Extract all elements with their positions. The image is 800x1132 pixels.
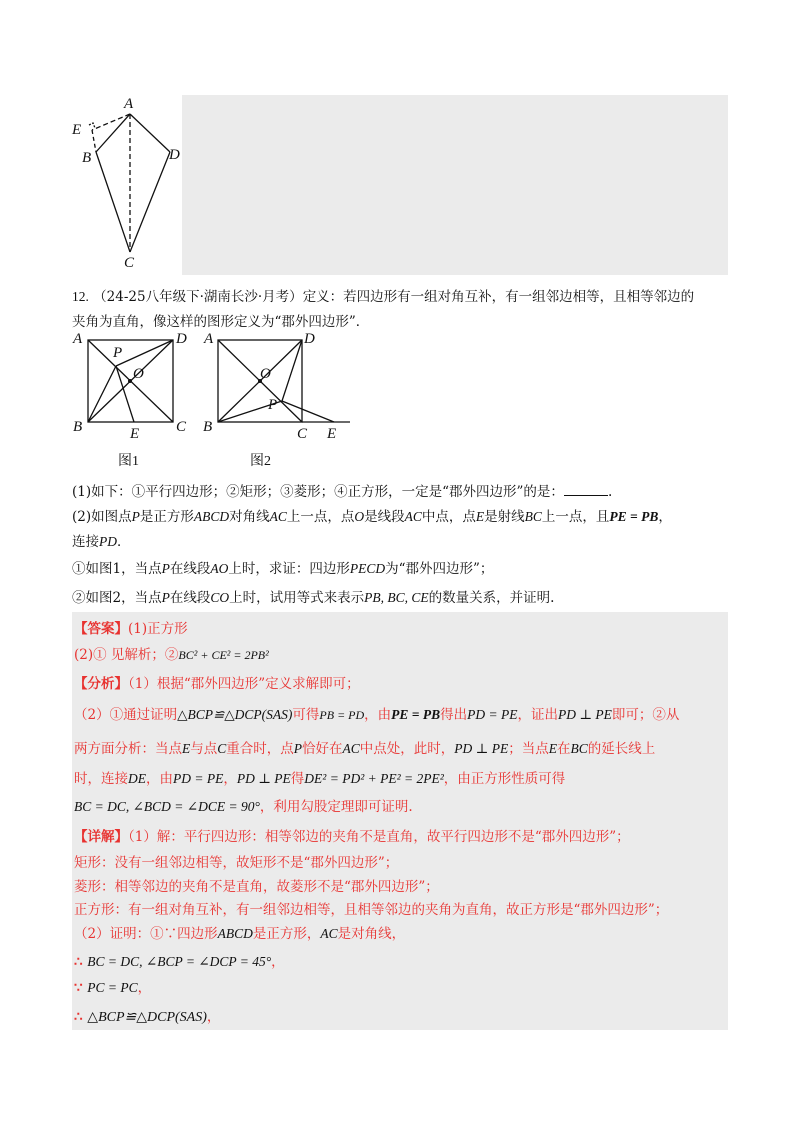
analysis-l2c: 可得 bbox=[292, 707, 320, 723]
fig1-label-C: C bbox=[176, 419, 187, 435]
analysis-l3e: 重合时，点 bbox=[226, 741, 294, 757]
part2-BC: BC bbox=[524, 509, 542, 524]
fig2-label-A: A bbox=[204, 331, 214, 347]
detail-l1: （1）解：平行四边形：相等邻边的夹角不是直角，故平行四边形不是“郡外四边形”； bbox=[128, 829, 630, 845]
part2-text-e: 是线段 bbox=[364, 509, 405, 525]
detail-l7c: ， bbox=[137, 980, 152, 996]
detail-line3 bbox=[74, 875, 439, 895]
detail-line7 bbox=[74, 976, 151, 996]
top-label-E: E bbox=[72, 122, 82, 138]
analysis-tag: 【分析】 bbox=[74, 676, 128, 692]
part2-text-h: 上一点，且 bbox=[541, 509, 610, 525]
sub2-P: P bbox=[161, 590, 170, 605]
analysis-l4f: PD ⊥ PE bbox=[236, 771, 291, 786]
part2-PD: PD bbox=[99, 534, 117, 549]
sub1-P: P bbox=[161, 561, 170, 576]
sub2-CO: CO bbox=[210, 590, 230, 605]
top-label-C: C bbox=[124, 255, 135, 271]
analysis-l5b: ，利用勾股定理即可证明. bbox=[259, 799, 413, 815]
detail-l4: 正方形：有一组对角互补，有一组邻边相等，且相等邻边的夹角为直角，故正方形是“郡外四边形”； bbox=[74, 902, 669, 918]
analysis-l2d: PB = PD bbox=[319, 708, 365, 722]
analysis-l4h: DE² = PD² + PE² = 2PE² bbox=[304, 771, 444, 786]
analysis-l3i: 中点处，此时， bbox=[359, 741, 455, 757]
answer-line2 bbox=[74, 643, 269, 663]
analysis-l2j: PD ⊥ PE bbox=[557, 707, 612, 722]
figure-2 bbox=[200, 332, 370, 452]
top-label-D: D bbox=[169, 147, 180, 163]
sub2-text-a: ②如图2，当点 bbox=[72, 590, 162, 606]
sub2-vars: PB, BC, CE bbox=[364, 590, 429, 605]
analysis-l3g: 恰好在 bbox=[302, 741, 343, 757]
part2-text-a: (2)如图点 bbox=[72, 509, 132, 525]
detail-line6 bbox=[74, 950, 285, 970]
analysis-line5 bbox=[74, 795, 413, 815]
q12-line1 bbox=[72, 285, 694, 305]
detail-l5c: 是正方形， bbox=[252, 926, 321, 942]
answer-line1 bbox=[74, 617, 188, 637]
analysis-l3h: AC bbox=[342, 741, 360, 756]
detail-l7a: ∵ bbox=[74, 980, 88, 996]
part2-E: E bbox=[475, 509, 485, 524]
sub1-text-d: 为“郡外四边形”； bbox=[385, 561, 494, 577]
analysis-l2h: PD = PE bbox=[467, 707, 518, 722]
part2-text-b: 是正方形 bbox=[139, 509, 194, 525]
detail-l8b: △BCP≌△DCP(SAS) bbox=[87, 1010, 207, 1025]
part2-P: P bbox=[131, 509, 140, 524]
detail-l7b: PC = PC bbox=[87, 980, 138, 995]
analysis-l4e: ， bbox=[223, 771, 237, 787]
sub1-text-a: ①如图1，当点 bbox=[72, 561, 162, 577]
part2-line1 bbox=[72, 505, 672, 525]
analysis-l3c: 与点 bbox=[190, 741, 218, 757]
part2-connect-text: 连接 bbox=[72, 534, 99, 550]
fig1-label-A: A bbox=[73, 331, 83, 347]
analysis-l4d: PD = PE bbox=[173, 771, 224, 786]
fig2-label-C: C bbox=[297, 426, 308, 442]
part2-line2 bbox=[72, 530, 131, 550]
part1-line bbox=[72, 480, 612, 500]
detail-l8a: ∴ bbox=[74, 1009, 88, 1025]
sub1-line bbox=[72, 557, 493, 577]
analysis-l3j: PD ⊥ PE bbox=[454, 741, 509, 756]
analysis-l3m: 在 bbox=[556, 741, 571, 757]
detail-l5d: AC bbox=[320, 926, 338, 941]
analysis-l3d: C bbox=[217, 741, 227, 756]
answer-part2-formula: BC² + CE² = 2PB² bbox=[178, 648, 269, 662]
detail-line8 bbox=[74, 1005, 220, 1026]
detail-l5b: ABCD bbox=[217, 926, 253, 941]
analysis-l2b: △BCP≌△DCP(SAS) bbox=[177, 707, 293, 722]
detail-l8c: ， bbox=[206, 1009, 221, 1025]
analysis-line3 bbox=[74, 737, 655, 757]
part1-text: (1)如下：①平行四边形；②矩形；③菱形；④正方形，一定是“郡外四边形”的是： bbox=[72, 484, 564, 500]
sub1-text-b: 在线段 bbox=[169, 561, 211, 577]
analysis-l3l: E bbox=[548, 741, 557, 756]
part2-text-i: ， bbox=[658, 509, 672, 525]
analysis-l3f: P bbox=[293, 741, 303, 756]
part2-period: ． bbox=[117, 534, 131, 550]
fig2-label-D: D bbox=[304, 331, 315, 347]
analysis-l4i: ，由正方形性质可得 bbox=[443, 771, 566, 787]
detail-tag: 【详解】 bbox=[74, 829, 128, 845]
analysis-l3k: ；当点 bbox=[508, 741, 549, 757]
part2-condition: PE = PB bbox=[609, 509, 659, 524]
detail-l6a: ∴ bbox=[74, 954, 88, 970]
fig1-label-O: O bbox=[133, 366, 144, 382]
part2-text-f: 中点，点 bbox=[421, 509, 476, 525]
detail-line5 bbox=[74, 922, 405, 942]
analysis-line2 bbox=[74, 703, 679, 723]
part2-O: O bbox=[354, 509, 365, 524]
fig1-label-P: P bbox=[113, 345, 123, 361]
detail-l6b: BC = DC, ∠BCP = ∠DCP = 45° bbox=[87, 954, 272, 969]
detail-l5a: （2）证明：①∵四边形 bbox=[74, 926, 218, 942]
answer-gray-panel-top bbox=[182, 95, 728, 275]
part2-ABCD: ABCD bbox=[193, 509, 230, 524]
answer-part2-text: (2)① 见解析；② bbox=[74, 647, 179, 663]
fig1-label-D: D bbox=[176, 331, 187, 347]
q12-source: （24-25八年级下·湖南长沙·月考） bbox=[93, 289, 303, 305]
sub2-text-d: 的数量关系，并证明. bbox=[428, 590, 555, 606]
part2-text-g: 是射线 bbox=[484, 509, 525, 525]
q12-number: 12. bbox=[72, 289, 89, 304]
analysis-l3a: 两方面分析：当点 bbox=[74, 741, 182, 757]
fig1-label-B: B bbox=[73, 419, 83, 435]
detail-l6c: ， bbox=[271, 954, 285, 970]
sub2-text-b: 在线段 bbox=[169, 590, 211, 606]
top-label-A: A bbox=[124, 96, 134, 112]
analysis-l4c: ，由 bbox=[146, 771, 173, 787]
fig2-label-B: B bbox=[203, 419, 213, 435]
analysis-text1: （1）根据“郡外四边形”定义求解即可； bbox=[128, 676, 360, 692]
part1-blank bbox=[564, 483, 608, 496]
analysis-l3n: BC bbox=[570, 741, 588, 756]
fig2-label-P: P bbox=[268, 397, 278, 413]
analysis-line4 bbox=[74, 767, 565, 787]
detail-line4 bbox=[74, 898, 668, 918]
fig2-label-O: O bbox=[260, 366, 271, 382]
part2-text-d: 上一点，点 bbox=[286, 509, 355, 525]
part2-AC-2: AC bbox=[404, 509, 422, 524]
analysis-l5a: BC = DC, ∠BCD = ∠DCE = 90° bbox=[74, 799, 260, 814]
sub1-AO: AO bbox=[210, 561, 229, 576]
fig1-caption: 图1 bbox=[118, 454, 139, 469]
sub2-text-c: 上时，试用等式来表示 bbox=[229, 590, 365, 606]
q12-text1: 定义：若四边形有一组对角互补，有一组邻边相等，且相等邻边的 bbox=[302, 289, 695, 305]
analysis-l2f: PE = PB bbox=[391, 707, 441, 722]
detail-line2 bbox=[74, 851, 398, 871]
answer-tag: 【答案】 bbox=[74, 621, 128, 637]
analysis-l2i: ，证出 bbox=[517, 707, 558, 723]
sub1-PECD: PECD bbox=[349, 561, 386, 576]
fig2-label-E: E bbox=[327, 426, 337, 442]
analysis-l4a: 时，连接 bbox=[74, 771, 128, 787]
analysis-l4g: 得 bbox=[290, 771, 305, 787]
analysis-l2k: 即可；②从 bbox=[611, 707, 680, 723]
q12-line2 bbox=[72, 310, 369, 330]
analysis-l2a: （2）①通过证明 bbox=[74, 707, 178, 723]
q12-text2: 夹角为直角，像这样的图形定义为“郡外四边形”． bbox=[72, 314, 370, 330]
sub2-line bbox=[72, 586, 554, 606]
analysis-l2g: 得出 bbox=[440, 707, 468, 723]
answer-part1: (1)正方形 bbox=[128, 621, 188, 637]
analysis-line1 bbox=[74, 672, 360, 692]
analysis-l3b: E bbox=[182, 741, 191, 756]
detail-l3: 菱形：相等邻边的夹角不是直角，故菱形不是“郡外四边形”； bbox=[74, 879, 439, 895]
top-kite-figure bbox=[66, 92, 186, 274]
detail-line1 bbox=[74, 825, 630, 845]
part2-AC: AC bbox=[269, 509, 287, 524]
fig2-caption: 图2 bbox=[250, 454, 271, 469]
analysis-l2e: ，由 bbox=[364, 707, 392, 723]
part2-text-c: 对角线 bbox=[229, 509, 270, 525]
sub1-text-c: 上时，求证：四边形 bbox=[228, 561, 350, 577]
analysis-l4b: DE bbox=[128, 771, 146, 786]
analysis-l3o: 的延长线上 bbox=[587, 741, 656, 757]
detail-l5e: 是对角线， bbox=[337, 926, 406, 942]
part1-end: . bbox=[607, 484, 613, 500]
detail-l2: 矩形：没有一组邻边相等，故矩形不是“郡外四边形”； bbox=[74, 855, 399, 871]
top-label-B: B bbox=[82, 150, 92, 166]
fig1-label-E: E bbox=[130, 426, 140, 442]
